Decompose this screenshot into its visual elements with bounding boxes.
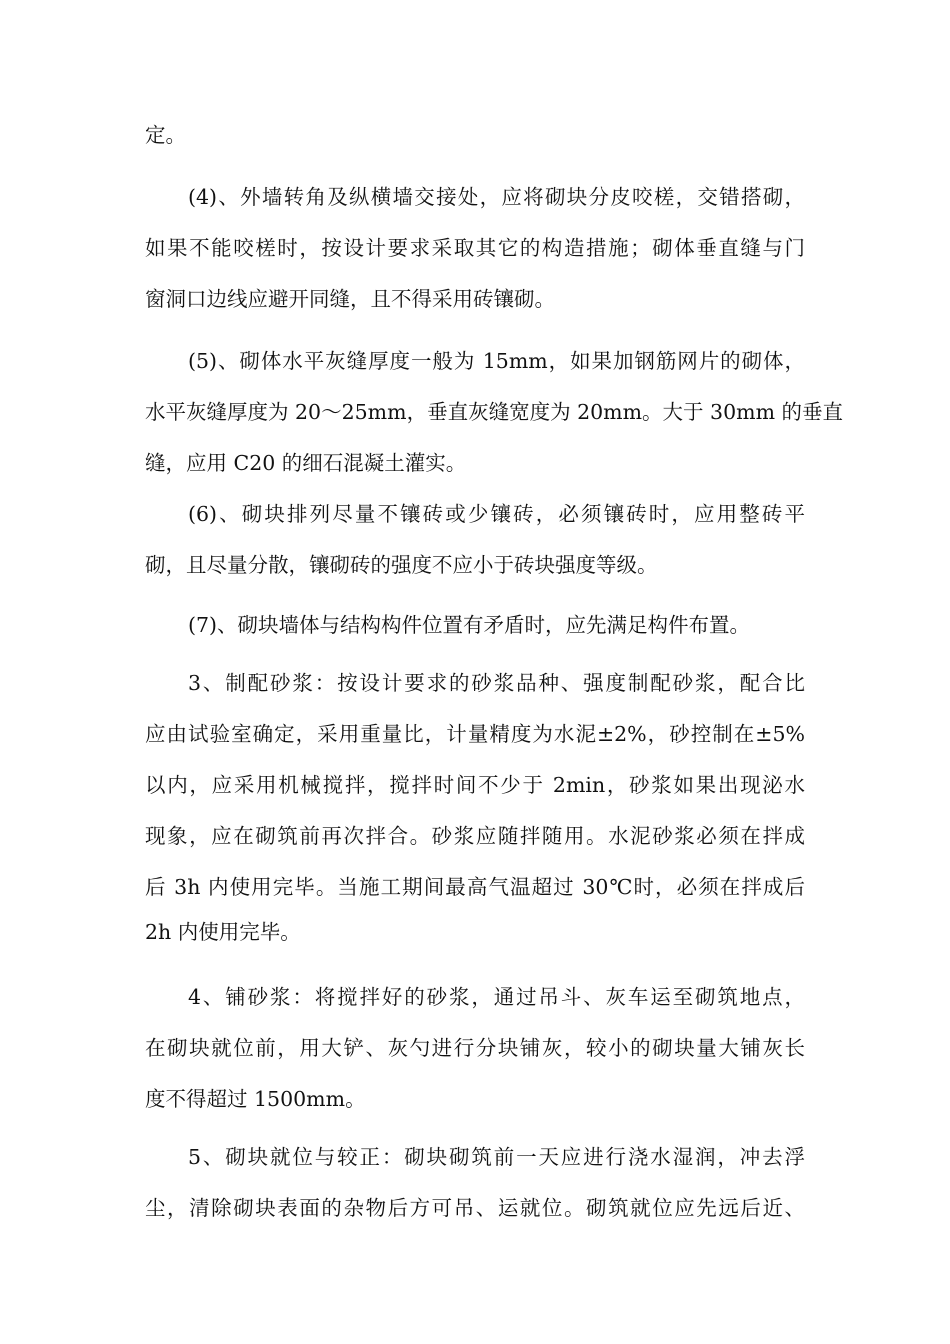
text-line: 缝，应用 C20 的细石混凝土灌实。: [145, 451, 467, 475]
text-line: 3、制配砂浆：按设计要求的砂浆品种、强度制配砂浆，配合比: [188, 671, 805, 695]
text-line: 水平灰缝厚度为 20～25mm，垂直灰缝宽度为 20mm。大于 30mm 的垂直: [145, 400, 844, 424]
text-line: 2h 内使用完毕。: [145, 920, 301, 944]
text-line: 度不得超过 1500mm。: [145, 1087, 366, 1111]
text-line: 砌，且尽量分散，镶砌砖的强度不应小于砖块强度等级。: [145, 553, 658, 577]
text-line: 在砌块就位前，用大铲、灰勺进行分块铺灰，较小的砌块量大铺灰长: [145, 1036, 805, 1060]
text-line: 以内，应采用机械搅拌，搅拌时间不少于 2min，砂浆如果出现泌水: [145, 773, 805, 797]
text-line: (6)、砌块排列尽量不镶砖或少镶砖，必须镶砖时，应用整砖平: [188, 502, 805, 526]
text-line: 如果不能咬槎时，按设计要求采取其它的构造措施；砌体垂直缝与门: [145, 236, 805, 260]
text-line: 窗洞口边线应避开同缝，且不得采用砖镶砌。: [145, 287, 555, 311]
text-line: 4、铺砂浆：将搅拌好的砂浆，通过吊斗、灰车运至砌筑地点，: [188, 985, 805, 1009]
text-line: 定。: [145, 123, 186, 147]
text-line: 现象，应在砌筑前再次拌合。砂浆应随拌随用。水泥砂浆必须在拌成: [145, 824, 805, 848]
text-line: 5、砌块就位与较正：砌块砌筑前一天应进行浇水湿润，冲去浮: [188, 1145, 805, 1169]
text-line: 后 3h 内使用完毕。当施工期间最高气温超过 30℃时，必须在拌成后: [145, 875, 805, 899]
text-line: (4)、外墙转角及纵横墙交接处，应将砌块分皮咬槎，交错搭砌，: [188, 185, 805, 209]
text-line: 尘，清除砌块表面的杂物后方可吊、运就位。砌筑就位应先远后近、: [145, 1196, 805, 1220]
text-line: (5)、砌体水平灰缝厚度一般为 15mm，如果加钢筋网片的砌体，: [188, 349, 805, 373]
text-line: (7)、砌块墙体与结构构件位置有矛盾时，应先满足构件布置。: [188, 613, 751, 637]
text-line: 应由试验室确定，采用重量比，计量精度为水泥±2%，砂控制在±5%: [145, 722, 805, 746]
